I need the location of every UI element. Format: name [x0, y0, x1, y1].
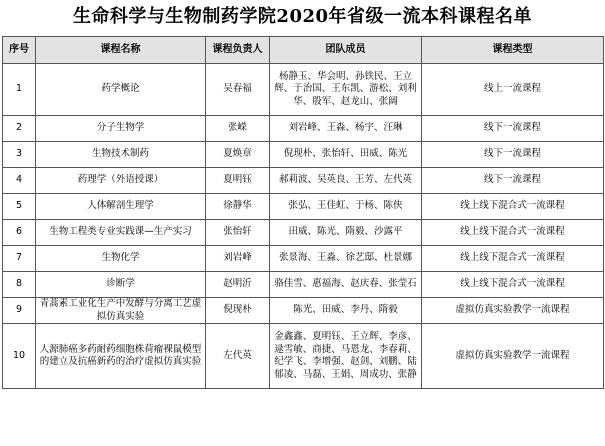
cell-leader: 刘岩峰: [206, 246, 270, 272]
cell-members: 张景海、王淼、徐艺邸、杜景娜: [270, 246, 422, 272]
cell-members: 陈光、田威、李丹、隋毅: [270, 298, 422, 324]
cell-members: 骆佳雪、惠福海、赵庆春、张莹石: [270, 272, 422, 298]
cell-no: 8: [3, 272, 36, 298]
cell-course-name: 分子生物学: [36, 116, 206, 142]
cell-course-name: 药理学（外语授课）: [36, 168, 206, 194]
cell-members: 张弘、王佳虹、于杨、陈侠: [270, 194, 422, 220]
header-members: 团队成员: [270, 37, 422, 64]
cell-course-name: 生物工程类专业实践课—生产实习: [36, 220, 206, 246]
cell-members: 金鑫鑫、夏明钰、王立辉、李彦、逯雪敏、商捷、马恩龙、李春莉、纪学飞、李增强、赵剑、刘鹏、陆郁凌、马磊、王娟、周成功、张静: [270, 324, 422, 389]
cell-leader: 倪现朴: [206, 298, 270, 324]
cell-no: 9: [3, 298, 36, 324]
header-no: 序号: [3, 37, 36, 64]
header-leader: 课程负责人: [206, 37, 270, 64]
table-row: [3, 194, 604, 220]
document-title: 生命科学与生物制药学院2020年省级一流本科课程名单: [72, 6, 533, 27]
cell-members: 刘岩峰、王淼、杨宇、汪琳: [270, 116, 422, 142]
cell-members: 倪现朴、张怡轩、田威、陈光: [270, 142, 422, 168]
cell-leader: 吴春福: [206, 64, 270, 116]
cell-type: 线下一流课程: [422, 116, 604, 142]
cell-members: 郝莉波、吴英良、王芳、左代英: [270, 168, 422, 194]
cell-course-name: 诊断学: [36, 272, 206, 298]
cell-leader: 夏焕章: [206, 142, 270, 168]
cell-no: 2: [3, 116, 36, 142]
header-type: 课程类型: [422, 37, 604, 64]
cell-type: 线下一流课程: [422, 168, 604, 194]
cell-type: 线上线下混合式一流课程: [422, 220, 604, 246]
table-row: [3, 298, 604, 324]
cell-type: 线下一流课程: [422, 142, 604, 168]
cell-members: 杨静玉、华会明、孙铁民、王立辉、于治国、王东凯、游松、刘利华、殷军、赵龙山、张阔: [270, 64, 422, 116]
table-row: [3, 272, 604, 298]
cell-leader: 徐静华: [206, 194, 270, 220]
table-row: [3, 324, 604, 389]
cell-no: 5: [3, 194, 36, 220]
table-row: [3, 142, 604, 168]
cell-course-name: 人体解剖生理学: [36, 194, 206, 220]
cell-members: 田威、陈光、隋毅、沙露平: [270, 220, 422, 246]
table-row: [3, 64, 604, 116]
cell-type: 线上一流课程: [422, 64, 604, 116]
cell-course-name: 青蒿素工业化生产中发酵与分离工艺虚拟仿真实验: [36, 298, 206, 324]
cell-type: 线上线下混合式一流课程: [422, 246, 604, 272]
table-row: [3, 116, 604, 142]
cell-leader: 赵明沂: [206, 272, 270, 298]
table-row: [3, 220, 604, 246]
cell-type: 虚拟仿真实验教学一流课程: [422, 324, 604, 389]
cell-leader: 左代英: [206, 324, 270, 389]
cell-no: 1: [3, 64, 36, 116]
cell-leader: 张嵘: [206, 116, 270, 142]
cell-no: 4: [3, 168, 36, 194]
cell-course-name: 生物技术制药: [36, 142, 206, 168]
cell-no: 6: [3, 220, 36, 246]
cell-leader: 夏明钰: [206, 168, 270, 194]
cell-type: 虚拟仿真实验教学一流课程: [422, 298, 604, 324]
header-course-name: 课程名称: [36, 37, 206, 64]
table-row: [3, 168, 604, 194]
cell-no: 7: [3, 246, 36, 272]
cell-course-name: 药学概论: [36, 64, 206, 116]
cell-no: 3: [3, 142, 36, 168]
cell-course-name: 生物化学: [36, 246, 206, 272]
cell-no: 10: [3, 324, 36, 389]
cell-type: 线上线下混合式一流课程: [422, 272, 604, 298]
table-header-row: [3, 37, 604, 64]
cell-course-name: 人源肺癌多药耐药细胞株荷瘤裸鼠模型的建立及抗癌新药的治疗虚拟仿真实验: [36, 324, 206, 389]
table-row: [3, 246, 604, 272]
cell-type: 线上线下混合式一流课程: [422, 194, 604, 220]
course-table: [2, 36, 604, 389]
cell-leader: 张怡轩: [206, 220, 270, 246]
